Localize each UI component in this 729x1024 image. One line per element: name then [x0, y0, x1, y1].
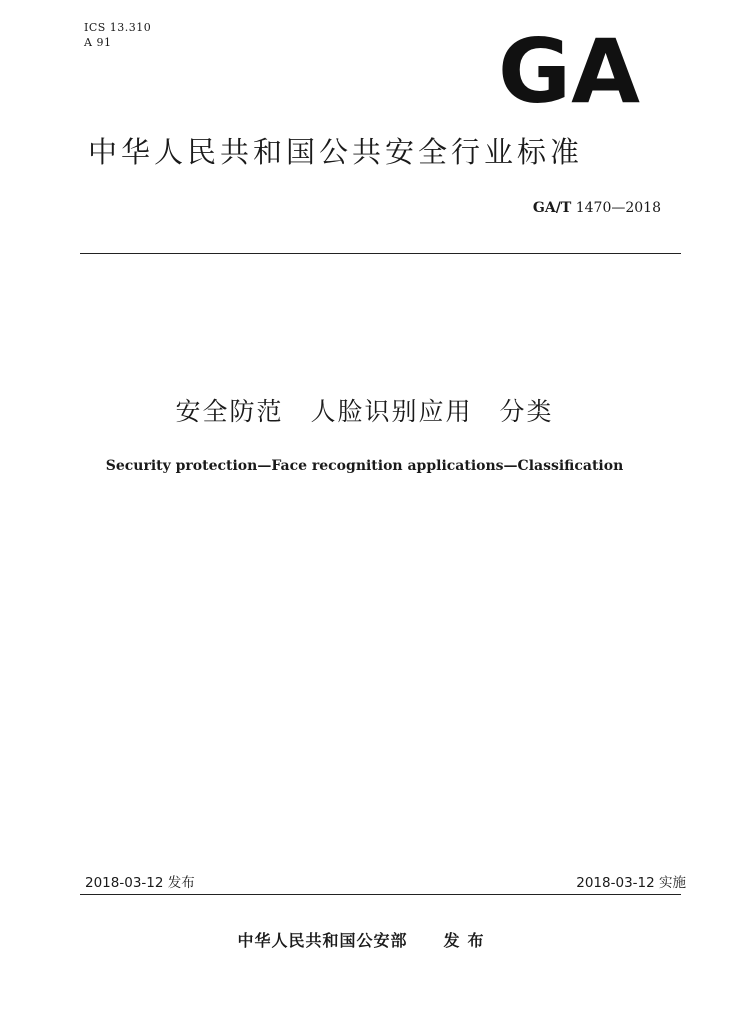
publisher-line — [0, 928, 729, 951]
title-chinese: 安全防范 人脸识别应用 分类 — [175, 397, 554, 426]
publisher-name: 中华人民共和国公安部 — [237, 931, 408, 950]
standard-number — [533, 200, 661, 216]
issue-date: 2018-03-12 发布 — [85, 875, 195, 891]
classification-codes — [84, 20, 151, 50]
agency-header: 中华人民共和国公共安全行业标准 — [88, 135, 584, 169]
standard-number-value: 1470—2018 — [575, 200, 661, 216]
ga-logo — [496, 32, 642, 104]
implementation-date: 2018-03-12 实施 — [576, 875, 686, 891]
header-divider — [80, 253, 681, 254]
standard-code: GA/T — [532, 200, 572, 216]
ga-logo-text: GA — [498, 32, 640, 104]
title-english: Security protection—Face recognition applications—Classification — [105, 458, 624, 474]
ccs-code: A 91 — [84, 36, 112, 49]
publisher-action: 发布 — [443, 931, 492, 950]
footer-divider — [80, 894, 681, 895]
ics-code: ICS 13.310 — [84, 21, 152, 34]
